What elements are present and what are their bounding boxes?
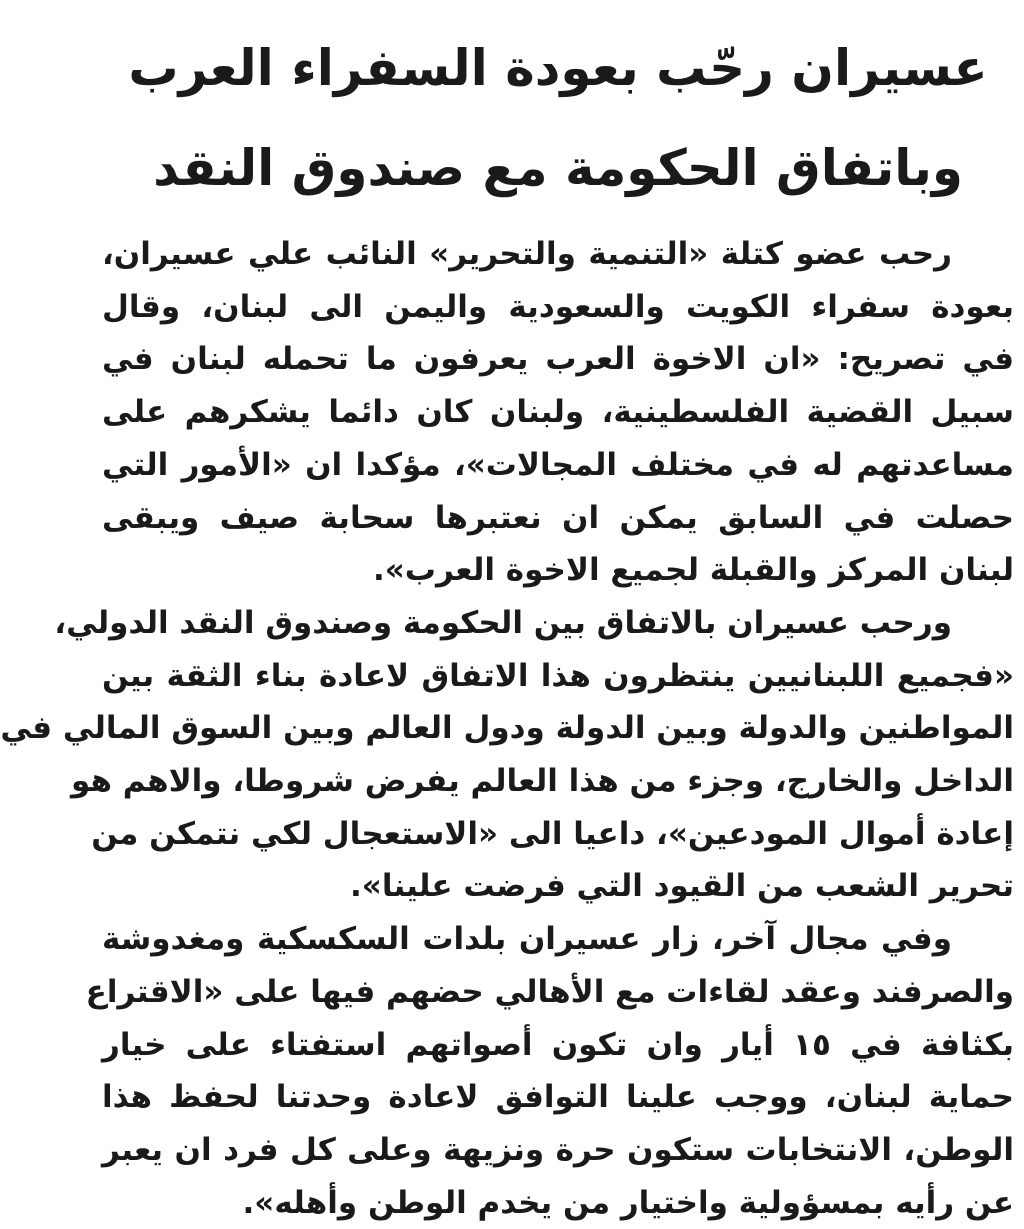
- text-line: «فجميع اللبنانيين ينتظرون هذا الاتفاق لاعادة بناء الثقة بين: [102, 657, 1014, 694]
- text-line: تحرير الشعب من القيود التي فرضت علينا».: [350, 868, 1014, 905]
- text-line: المواطنين والدولة وبين الدولة ودول العالم وبين السوق المالي في: [0, 710, 1014, 747]
- text-line: إعادة أموال المودعين»، داعيا الى «الاستعجال لكي نتمكن من: [91, 815, 1014, 852]
- article-body: [0, 228, 1014, 1229]
- text-line: حصلت في السابق يمكن ان نعتبرها سحابة صيف ويبقى: [102, 499, 1014, 536]
- text-line: الداخل والخارج، وجزء من هذا العالم يفرض شروطا، والاهم هو: [71, 763, 1014, 800]
- text-line: والصرفند وعقد لقاءات مع الأهالي حضهم فيها على «الاقتراع: [85, 973, 1014, 1010]
- text-line: حماية لبنان، ووجب علينا التوافق لاعادة وحدتنا لحفظ هذا: [102, 1079, 1014, 1116]
- paragraph-1: [102, 228, 1014, 597]
- headline-line: وباتفاق الحكومة مع صندوق النقد: [153, 139, 963, 197]
- text-line: عن رأيه بمسؤولية واختيار من يخدم الوطن وأهله».: [242, 1184, 1014, 1221]
- headline-line: عسيران رحّب بعودة السفراء العرب: [128, 39, 988, 97]
- text-line: ورحب عسيران بالاتفاق بين الحكومة وصندوق النقد الدولي،: [54, 604, 952, 641]
- text-line: رحب عضو كتلة «التنمية والتحرير» النائب علي عسيران،: [102, 236, 952, 272]
- paragraph-2: [0, 597, 1014, 913]
- article-headline: [102, 18, 1014, 218]
- paragraph-3: [85, 913, 1014, 1229]
- text-line: لبنان المركز والقبلة لجميع الاخوة العرب».: [373, 552, 1014, 589]
- text-line: بكثافة في ١٥ أيار وان تكون أصواتهم استفتاء على خيار: [102, 1026, 1014, 1063]
- text-line: مساعدتهم له في مختلف المجالات»، مؤكدا ان «الأمور التي: [102, 446, 1014, 483]
- text-line: وفي مجال آخر، زار عسيران بلدات السكسكية ومغدوشة: [102, 921, 952, 958]
- text-line: سبيل القضية الفلسطينية، ولبنان كان دائما يشكرهم على: [102, 394, 1014, 431]
- text-line: بعودة سفراء الكويت والسعودية واليمن الى لبنان، وقال: [102, 288, 1014, 325]
- text-line: في تصريح: «ان الاخوة العرب يعرفون ما تحمله لبنان في: [102, 341, 1014, 378]
- text-line: الوطن، الانتخابات ستكون حرة ونزيهة وعلى كل فرد ان يعبر: [102, 1131, 1014, 1168]
